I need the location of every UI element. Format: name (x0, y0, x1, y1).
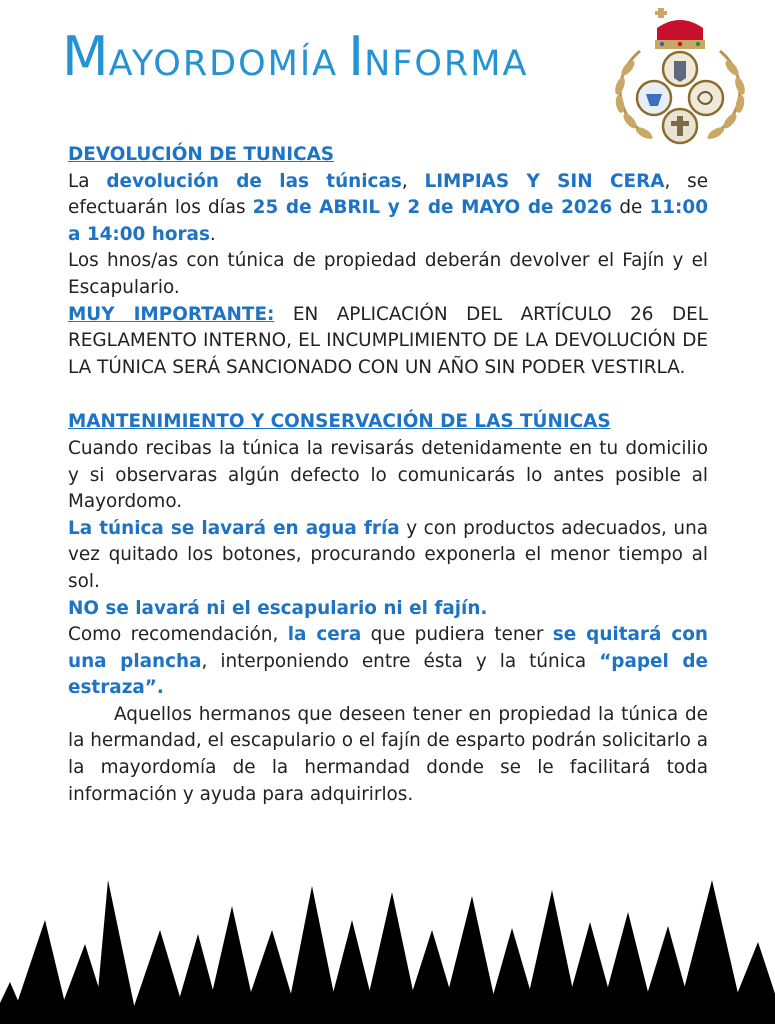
paragraph-cera: Como recomendación, la cera que pudiera tener se quitará con una plancha, interponiendo entre ésta y la túnica “papel de estraza”. (68, 624, 708, 699)
section-mantenimiento (68, 409, 708, 808)
paragraph-revision: Cuando recibas la túnica la revisarás detenidamente en tu domicilio y si observaras algún defecto lo comunicarás lo antes posible al Mayordomo. (68, 437, 708, 513)
brotherhood-crest-icon (600, 6, 760, 148)
paragraph-fajin-escapulario: Los hnos/as con túnica de propiedad deberán devolver el Fajín y el Escapulario. (68, 250, 708, 298)
title-word-informa: NFORMA (364, 44, 529, 84)
content-body (68, 142, 708, 808)
title-word-mayordomia: AYORDOMÍA (108, 44, 339, 84)
heading-mantenimiento: MANTENIMIENTO Y CONSERVACIÓN DE LAS TÚNICAS (68, 411, 611, 433)
paragraph-muy-importante: MUY IMPORTANTE: EN APLICACIÓN DEL ARTÍCULO 26 DEL REGLAMENTO INTERNO, EL INCUMPLIMIENTO DE LA DEVOLUCIÓN DE LA TÚNICA SERÁ SANCIONADO CON UN AÑO SIN PODER VESTIRLA. (68, 303, 709, 378)
paragraph-propiedad: Aquellos hermanos que deseen tener en propiedad la túnica de la hermandad, el escapulario o el fajín de esparto podrán solicitarlo a la mayordomía de la hermandad donde se le facilitará toda información y ayuda para adquirirlos. (68, 703, 708, 805)
heading-devolucion: DEVOLUCIÓN DE TUNICAS (68, 144, 335, 165)
label-muy-importante: MUY IMPORTANTE: (68, 303, 275, 325)
page-title (62, 25, 529, 88)
title-initial-m: M (62, 25, 109, 88)
paragraph-devolucion-fechas: La devolución de las túnicas, LIMPIAS Y SIN CERA, se efectuarán los días 25 de ABRIL y 2 de MAYO de 2026 de 11:00 a 14:00 horas. (68, 170, 709, 245)
capirote-spikes-decoration (0, 872, 775, 1024)
paragraph-lavado: La túnica se lavará en agua fría y con productos adecuados, una vez quitado los botones, procurando exponerla el menor tiempo al sol. (68, 517, 709, 592)
section-devolucion (68, 142, 708, 381)
title-initial-i: I (348, 25, 365, 88)
paragraph-no-lavar: NO se lavará ni el escapulario ni el fajín. (68, 597, 488, 619)
